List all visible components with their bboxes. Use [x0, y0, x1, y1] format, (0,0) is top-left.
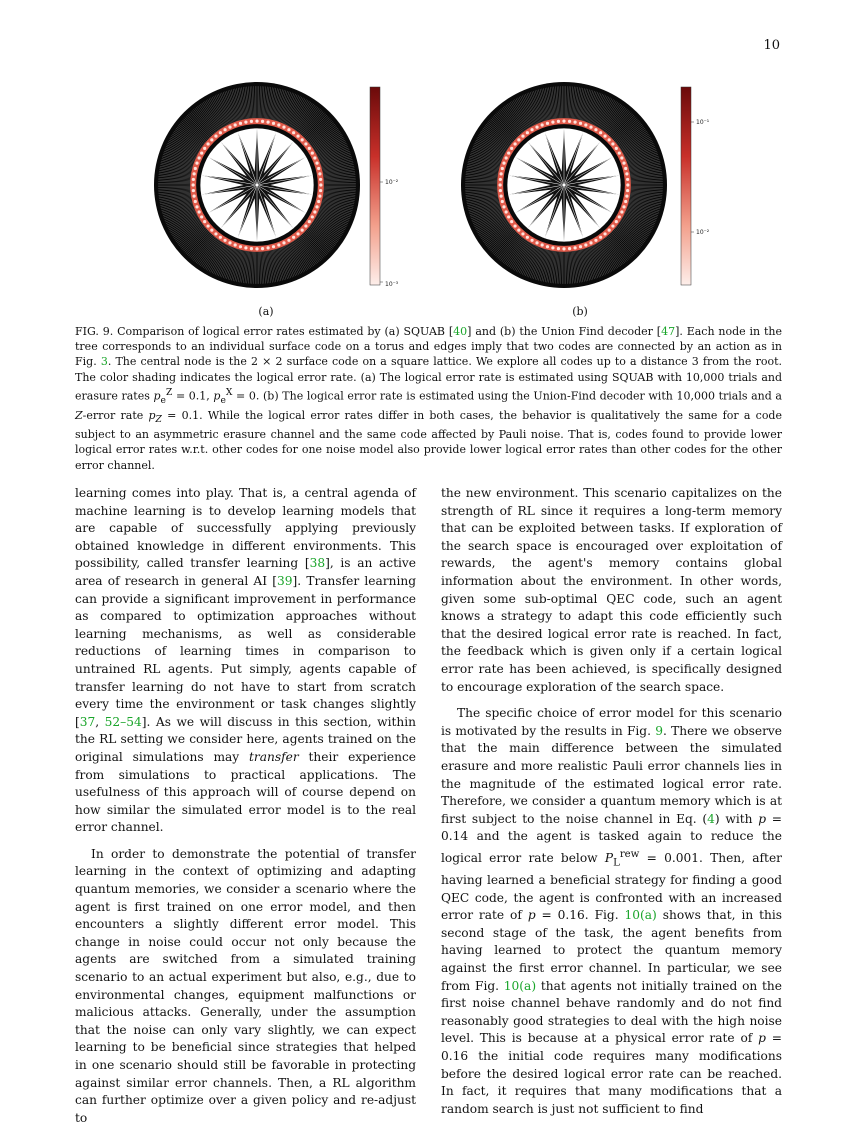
- colorbar-b: [681, 87, 691, 285]
- tree-root-node: [255, 183, 259, 187]
- tree-plot-b: [436, 82, 796, 294]
- left-paragraph-1: learning comes into play. That is, a central agenda of machine learning is to develop learning models that are capable of successfully applying previously obtained knowledge in different environments. This possibility, called transfer learning [38], is an active area of research in general AI [39]. Transfer learning can provide a significant improvement in performance as compared to optimization approaches without learning mechanisms, as well as considerable reductions of learning times in comparison to untrained RL agents. Put simply, agents capable of transfer learning do not have to start from scratch every time the environment or task changes slightly [37, 52–54]. As we will discuss in this section, within the RL setting we consider here, agents trained on the original simulations may transfer their experience from simulations to practical applications. The usefulness of this approach will of course depend on how similar the simulated error model is to the real error channel.: [75, 486, 416, 835]
- colorbar-a-tick-2: 10⁻³: [385, 281, 399, 288]
- right-column: [441, 485, 782, 1118]
- colorbar-b-tick-2: 10⁻²: [696, 229, 710, 236]
- tree-root-node: [562, 183, 566, 187]
- colorbar-a: [370, 87, 380, 285]
- left-paragraph-2: In order to demonstrate the potential of transfer learning in the context of optimizing and adapting quantum memories, we consider a scenario where the agent is first trained on one error model, and then encounters a slightly different error model. This change in noise could occur not only because the agents are switched from a simulated training scenario to an actual experiment but also, e.g., due to environmental changes, equipment malfunctions or malicious attacks. Generally, under the assumption that the noise can only vary slightly, we can expect learning to be beneficial since strategies that helped in one scenario should still be favorable in protecting against similar error channels. Then, a RL algorithm can further optimize over a given policy and re-adjust to: [75, 846, 416, 1125]
- figure-caption: FIG. 9. Comparison of logical error rates estimated by (a) SQUAB [40] and (b) the Union Find decoder [47]. Each node in the tree corresponds to an individual surface code on a torus and edges imply that two codes are connected by an action as in Fig. 3. The central node is the 2 × 2 surface code on a square lattice. We explore all codes up to a distance 3 from the root. The color shading indicates the logical error rate. (a) The logical error rate is estimated using SQUAB with 10,000 trials and erasure rates $p_e^Z = 0.1$, $p_e^X = 0$. (b) The logical error rate is estimated using the Union-Find decoder with 10,000 trials and a Z-error rate $p_Z = 0.1$. While the logical error rates differ in both cases, the behavior is qualitatively the same for a code subject to an asymmetric erasure channel and the same code affected by Pauli noise. That is, codes found to provide lower logical error rates w.r.t. other codes for one noise model also provide lower logical error rates than other codes for the other error channel.: [75, 325, 782, 472]
- subfigure-label-b: (b): [572, 305, 588, 318]
- subfigure-label-a: (a): [258, 305, 274, 318]
- colorbar-a-tick-1: 10⁻²: [385, 179, 399, 186]
- left-column: [75, 485, 416, 1127]
- page-number: 10: [763, 38, 780, 53]
- right-paragraph-1: the new environment. This scenario capitalizes on the strength of RL since it requires a long-term memory that can be exploited between tasks. If exploration of the search space is encouraged over exploitation of rewards, the agent's memory contains global information about the environment. In other words, given some sub-optimal QEC code, such an agent knows a strategy to adapt this code efficiently such that the desired logical error rate is reached. In fact, the feedback which is given only if a certain logical error rate has been achieved, is specifically designed to encourage exploration of the search space.: [441, 486, 782, 694]
- figure-panel-b: [436, 82, 796, 294]
- colorbar-b-tick-1: 10⁻¹: [696, 119, 710, 126]
- right-paragraph-2: The specific choice of error model for this scenario is motivated by the results in Fig. 9. There we observe that the main difference between the simulated erasure and more realistic Pauli error channels lies in the magnitude of the estimated logical error rate. Therefore, we consider a quantum memory which is at first subject to the noise channel in Eq. (4) with p = 0.14 and the agent is tasked again to reduce the logical error rate below $P_L^{rew} = 0.001$. Then, after having learned a beneficial strategy for finding a good QEC code, the agent is confronted with an increased error rate of p = 0.16. Fig. 10(a) shows that, in this second stage of the task, the agent benefits from having learned to protect the quantum memory against the first error channel. In particular, we see from Fig. 10(a) that agents not initially trained on the first noise channel behave randomly and do not find reasonably good strategies to deal with the high noise level. This is because at a physical error rate of p = 0.16 the initial code requires many modifications before the desired logical error rate can be reached. In fact, it requires that many modifications that a random search is just not sufficient to find: [441, 706, 783, 1116]
